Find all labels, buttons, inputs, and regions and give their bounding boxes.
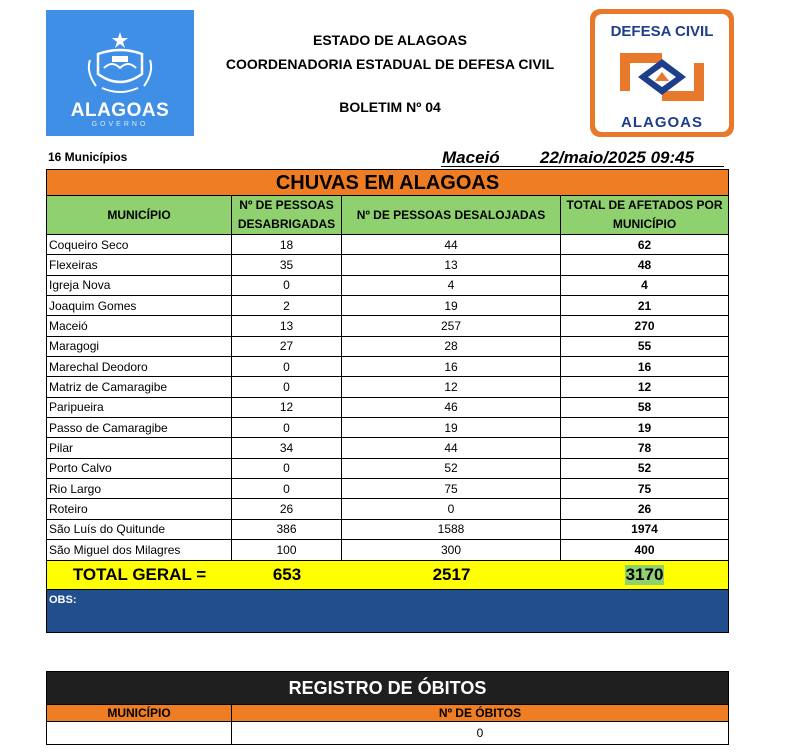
desabrigadas-cell: 386 — [232, 520, 342, 539]
municipality-cell: Pilar — [47, 438, 232, 457]
desabrigadas-cell: 26 — [232, 499, 342, 518]
desalojadas-cell: 13 — [342, 255, 561, 274]
total-cell: 55 — [637, 339, 652, 354]
deaths-table-title: REGISTRO DE ÓBITOS — [47, 672, 728, 704]
municipality-cell: Roteiro — [47, 499, 232, 518]
desabrigadas-cell: 0 — [232, 357, 342, 376]
desalojadas-cell: 300 — [342, 540, 561, 559]
total-cell: 16 — [637, 359, 652, 374]
desalojadas-cell: 52 — [342, 459, 561, 478]
desabrigadas-cell: 0 — [232, 377, 342, 396]
desalojadas-cell: 19 — [342, 296, 561, 315]
total-cell: 400 — [634, 542, 655, 557]
deaths-table-body — [47, 722, 728, 744]
table-row — [47, 235, 728, 255]
total-cell: 52 — [637, 461, 652, 476]
report-city: Maceió — [442, 148, 500, 167]
logo-bottom-text: ALAGOAS — [621, 114, 703, 131]
table-row — [47, 276, 728, 296]
table-row — [47, 520, 728, 540]
total-cell: 62 — [637, 237, 652, 252]
municipality-cell: Joaquim Gomes — [47, 296, 232, 315]
date-underline — [441, 166, 724, 167]
deaths-table-header — [47, 704, 728, 722]
total-cell: 4 — [641, 278, 648, 293]
desalojadas-cell: 257 — [342, 316, 561, 335]
deaths-col-municipio: MUNICÍPIO — [47, 705, 232, 721]
total-afetados: 3170 — [625, 564, 664, 584]
obs-box — [47, 590, 728, 632]
desalojadas-cell: 16 — [342, 357, 561, 376]
desabrigadas-cell: 0 — [232, 418, 342, 437]
total-cell: 78 — [637, 441, 652, 456]
municipality-cell: Porto Calvo — [47, 459, 232, 478]
desabrigadas-cell: 35 — [232, 255, 342, 274]
municipality-cell: Maragogi — [47, 337, 232, 356]
table-row — [47, 540, 728, 560]
desabrigadas-cell: 13 — [232, 316, 342, 335]
rain-table — [46, 169, 729, 633]
municipality-count: 16 Municípios — [48, 150, 128, 164]
deaths-count-cell: 0 — [476, 726, 484, 740]
total-cell: 1974 — [631, 522, 658, 537]
municipality-cell: Flexeiras — [47, 255, 232, 274]
municipality-cell: Coqueiro Seco — [47, 235, 232, 254]
municipality-cell: Passo de Camaragibe — [47, 418, 232, 437]
col-desalojadas: Nº DE PESSOAS DESALOJADAS — [342, 196, 561, 234]
municipality-cell: Matriz de Camaragibe — [47, 377, 232, 396]
desabrigadas-cell: 0 — [232, 459, 342, 478]
total-cell: 58 — [637, 400, 652, 415]
total-cell: 19 — [637, 420, 652, 435]
table-row — [47, 722, 728, 744]
desabrigadas-cell: 2 — [232, 296, 342, 315]
total-label: TOTAL GERAL = — [72, 564, 207, 584]
municipality-cell: Paripueira — [47, 398, 232, 417]
table-row — [47, 398, 728, 418]
logo-name: ALAGOAS — [70, 100, 170, 121]
report-datetime: 22/maio/2025 09:45 — [540, 148, 695, 167]
table-row — [47, 337, 728, 357]
municipality-cell: São Luís do Quitunde — [47, 520, 232, 539]
table-row — [47, 499, 728, 519]
desabrigadas-cell: 34 — [232, 438, 342, 457]
deaths-municipality-cell — [47, 722, 232, 744]
desabrigadas-cell: 27 — [232, 337, 342, 356]
deaths-table — [46, 671, 729, 745]
logo-top-text: DEFESA CIVIL — [610, 23, 714, 40]
municipality-cell: São Miguel dos Milagres — [47, 540, 232, 559]
total-cell: 48 — [637, 258, 652, 273]
state-title: ESTADO DE ALAGOAS — [312, 32, 467, 48]
desalojadas-cell: 44 — [342, 438, 561, 457]
civil-defense-emblem-icon — [612, 43, 712, 111]
alagoas-government-logo — [46, 10, 194, 136]
total-afetados-cell — [561, 561, 728, 589]
desabrigadas-cell: 100 — [232, 540, 342, 559]
col-desabrigadas: Nº DE PESSOAS DESABRIGADAS — [232, 196, 342, 234]
desalojadas-cell: 75 — [342, 479, 561, 498]
agency-title: COORDENADORIA ESTADUAL DE DEFESA CIVIL — [225, 56, 555, 72]
total-cell: 21 — [637, 298, 652, 313]
table-row — [47, 377, 728, 397]
desalojadas-cell: 4 — [342, 276, 561, 295]
col-total-afetados: TOTAL DE AFETADOS POR MUNICÍPIO — [566, 198, 723, 231]
rain-table-title: CHUVAS EM ALAGOAS — [47, 170, 728, 196]
rain-table-header — [47, 196, 728, 235]
table-row — [47, 418, 728, 438]
municipality-cell: Marechal Deodoro — [47, 357, 232, 376]
desabrigadas-cell: 0 — [232, 276, 342, 295]
obs-label: OBS: — [49, 593, 77, 606]
deaths-col-obitos: Nº DE ÓBITOS — [438, 706, 522, 720]
desalojadas-cell: 28 — [342, 337, 561, 356]
table-row — [47, 357, 728, 377]
table-row — [47, 438, 728, 458]
total-cell: 12 — [637, 380, 652, 395]
desabrigadas-cell: 18 — [232, 235, 342, 254]
logo-subtitle: GOVERNO — [91, 121, 149, 128]
desalojadas-cell: 44 — [342, 235, 561, 254]
desabrigadas-cell: 0 — [232, 479, 342, 498]
desalojadas-cell: 19 — [342, 418, 561, 437]
total-desalojadas: 2517 — [432, 564, 471, 584]
rain-table-body — [47, 235, 728, 561]
col-municipio: MUNICÍPIO — [47, 196, 232, 234]
total-cell: 75 — [637, 481, 652, 496]
municipality-cell: Maceió — [47, 316, 232, 335]
desabrigadas-cell: 12 — [232, 398, 342, 417]
municipality-cell: Igreja Nova — [47, 276, 232, 295]
desalojadas-cell: 46 — [342, 398, 561, 417]
table-row — [47, 296, 728, 316]
table-row — [47, 459, 728, 479]
table-row — [47, 479, 728, 499]
desalojadas-cell: 0 — [342, 499, 561, 518]
desalojadas-cell: 1588 — [342, 520, 561, 539]
table-row — [47, 255, 728, 275]
desalojadas-cell: 12 — [342, 377, 561, 396]
defesa-civil-logo — [590, 9, 734, 137]
table-row — [47, 316, 728, 336]
total-cell: 270 — [634, 319, 655, 334]
total-desabrigadas: 653 — [272, 564, 302, 584]
municipality-cell: Rio Largo — [47, 479, 232, 498]
total-cell: 26 — [637, 502, 652, 517]
total-row — [47, 561, 728, 590]
bulletin-number: BOLETIM Nº 04 — [339, 99, 441, 115]
